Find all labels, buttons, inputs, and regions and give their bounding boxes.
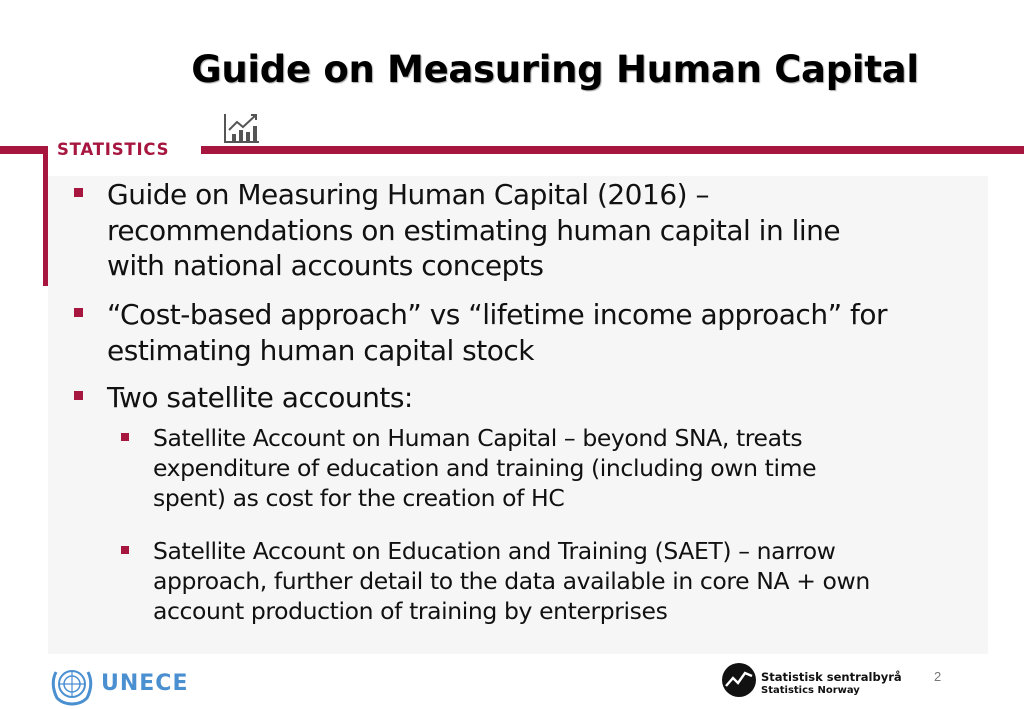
sub-bullet-line: expenditure of education and training (including own time bbox=[153, 454, 817, 482]
section-label: STATISTICS bbox=[57, 140, 170, 159]
sub-bullet-line: approach, further detail to the data available in core NA + own bbox=[153, 567, 870, 595]
bullet-line: Two satellite accounts: bbox=[107, 381, 413, 414]
sub-bullet-line: account production of training by enterprises bbox=[153, 597, 668, 625]
sub-bullet-marker bbox=[121, 433, 129, 441]
sub-bullet-text bbox=[153, 536, 973, 626]
line-chart-icon bbox=[223, 112, 261, 144]
page-number: 2 bbox=[934, 669, 942, 684]
unece-logo-text: UNECE bbox=[101, 671, 189, 696]
bullet-line: “Cost-based approach” vs “lifetime income approach” for bbox=[107, 298, 887, 331]
bullet-text bbox=[107, 297, 987, 368]
ssb-subtitle: Statistics Norway bbox=[761, 685, 860, 696]
bullet-marker bbox=[74, 308, 83, 317]
bullet-line: Guide on Measuring Human Capital (2016) – bbox=[107, 178, 709, 211]
bullet-line: with national accounts concepts bbox=[107, 249, 544, 282]
sub-bullet-line: spent) as cost for the creation of HC bbox=[153, 484, 565, 512]
sub-bullet-line: Satellite Account on Education and Training (SAET) – narrow bbox=[153, 537, 836, 565]
bullet-text bbox=[107, 177, 987, 284]
sub-bullet-line: Satellite Account on Human Capital – beyond SNA, treats bbox=[153, 424, 803, 452]
sub-bullet-marker bbox=[121, 546, 129, 554]
slide-title: Guide on Measuring Human Capital bbox=[191, 48, 919, 91]
un-emblem-icon bbox=[48, 662, 96, 708]
bullet-text bbox=[107, 380, 987, 416]
sub-bullet-text bbox=[153, 423, 973, 513]
ssb-name: Statistisk sentralbyrå bbox=[761, 670, 902, 684]
header-accent-bar-right bbox=[201, 146, 1024, 154]
bullet-line: recommendations on estimating human capital in line bbox=[107, 213, 841, 247]
header-accent-bar-left bbox=[0, 146, 48, 154]
bullet-marker bbox=[74, 391, 83, 400]
ssb-logo-icon bbox=[721, 662, 757, 698]
bullet-marker bbox=[74, 188, 83, 197]
bullet-line: estimating human capital stock bbox=[107, 333, 534, 367]
